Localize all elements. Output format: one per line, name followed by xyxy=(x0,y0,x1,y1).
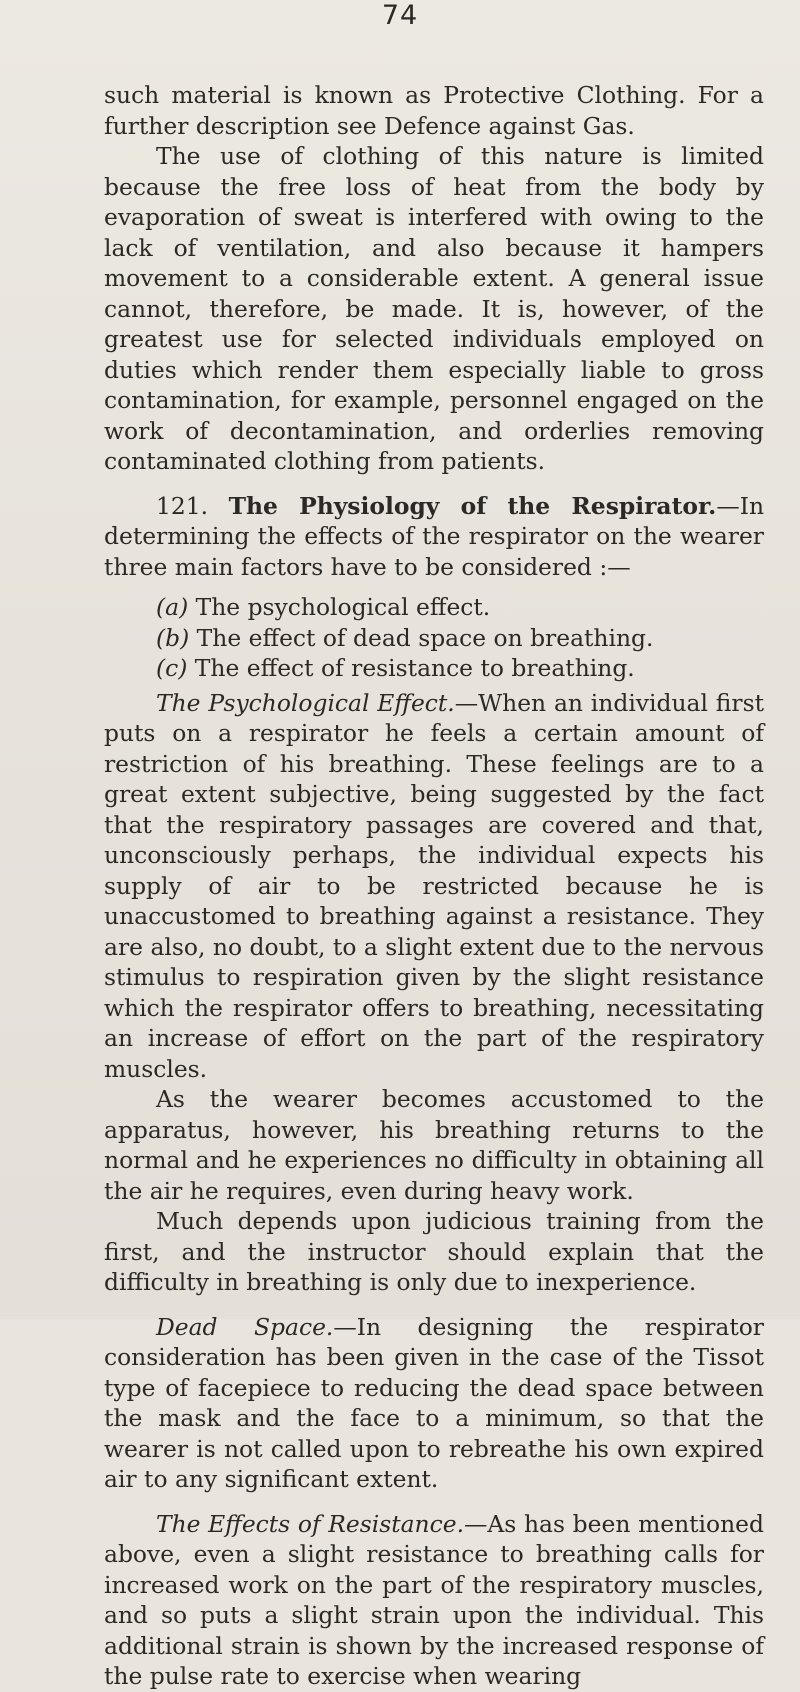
list-item-text: The psychological effect. xyxy=(195,593,491,621)
paragraph-training: Much depends upon judicious training from the first, and the instructor should explain that the difficulty in breathing is only due to inexperience. xyxy=(104,1207,764,1296)
section-number: 121. xyxy=(156,491,209,520)
paragraph-protective-clothing: such material is known as Protective Clothing. For a further description see Defence against Gas. xyxy=(104,81,764,140)
list-item-label: (b) xyxy=(156,623,190,652)
section-heading: The Physiology of the Respirator. xyxy=(228,491,717,520)
list-item xyxy=(104,653,764,684)
paragraph-dead-space xyxy=(104,1312,764,1495)
subsection-heading: The Psychological Effect. xyxy=(156,688,455,717)
paragraph-resistance xyxy=(104,1509,764,1692)
list-item xyxy=(104,592,764,623)
subsection-text: —In designing the respirator consideration has been given in the case of the Tissot type of facepiece to reducing the dead space between the mask and the face to a minimum, so that the wearer is not called upon to rebreathe his own expired air to any significant extent. xyxy=(104,1312,764,1493)
factor-list xyxy=(104,592,764,684)
list-item-text: The effect of dead space on breathing. xyxy=(196,623,654,652)
paragraph-clothing-limits: The use of clothing of this nature is limited because the free loss of heat from the body by evaporation of sweat is interfered with owing to the lack of ventilation, and also because it hampers movement to a considerable extent. A general issue cannot, therefore, be made. It is, however, of the greatest use for selected individuals employed on duties which render them especially liable to gross contamination, for example, personnel engaged on the work of decontamination, and orderlies removing contaminated clothing from patients. xyxy=(104,142,764,475)
list-item-label: (a) xyxy=(156,593,189,621)
subsection-text: —When an individual first puts on a respirator he feels a certain amount of restriction of his breathing. These feelings are to a great extent subjective, being suggested by the fact that the respiratory passages are covered and that, unconsciously perhaps, the individual expects his supply of air to be restricted because he is unaccustomed to breathing against a resistance. They are also, no doubt, to a slight extent due to the nervous stimulus to respiration given by the slight resistance which the respirator offers to breathing, necessitating an increase of effort on the part of the respiratory muscles. xyxy=(104,688,764,1083)
section-121 xyxy=(104,491,764,583)
page-body xyxy=(104,80,764,1692)
paragraph-accustomed: As the wearer becomes accustomed to the apparatus, however, his breathing returns to the normal and he experiences no difficulty in obtaining all the air he requires, even during heavy work. xyxy=(104,1085,764,1205)
page-number: 74 xyxy=(381,0,419,31)
subsection-text: —As has been mentioned above, even a slight resistance to breathing calls for increased work on the part of the respiratory muscles, and so puts a slight strain upon the individual. This additional strain is shown by the increased response of the pulse rate to exercise when wearing xyxy=(104,1509,765,1690)
section-intro: —In determining the effects of the respirator on the wearer three main factors have to be considered :— xyxy=(104,491,765,581)
subsection-heading: Dead Space. xyxy=(156,1312,334,1341)
subsection-heading: The Effects of Resistance. xyxy=(156,1509,465,1538)
paragraph-psychological-effect xyxy=(104,688,764,1085)
list-item xyxy=(104,623,764,654)
list-item-text: The effect of resistance to breathing. xyxy=(194,654,635,682)
list-item-label: (c) xyxy=(156,654,188,682)
